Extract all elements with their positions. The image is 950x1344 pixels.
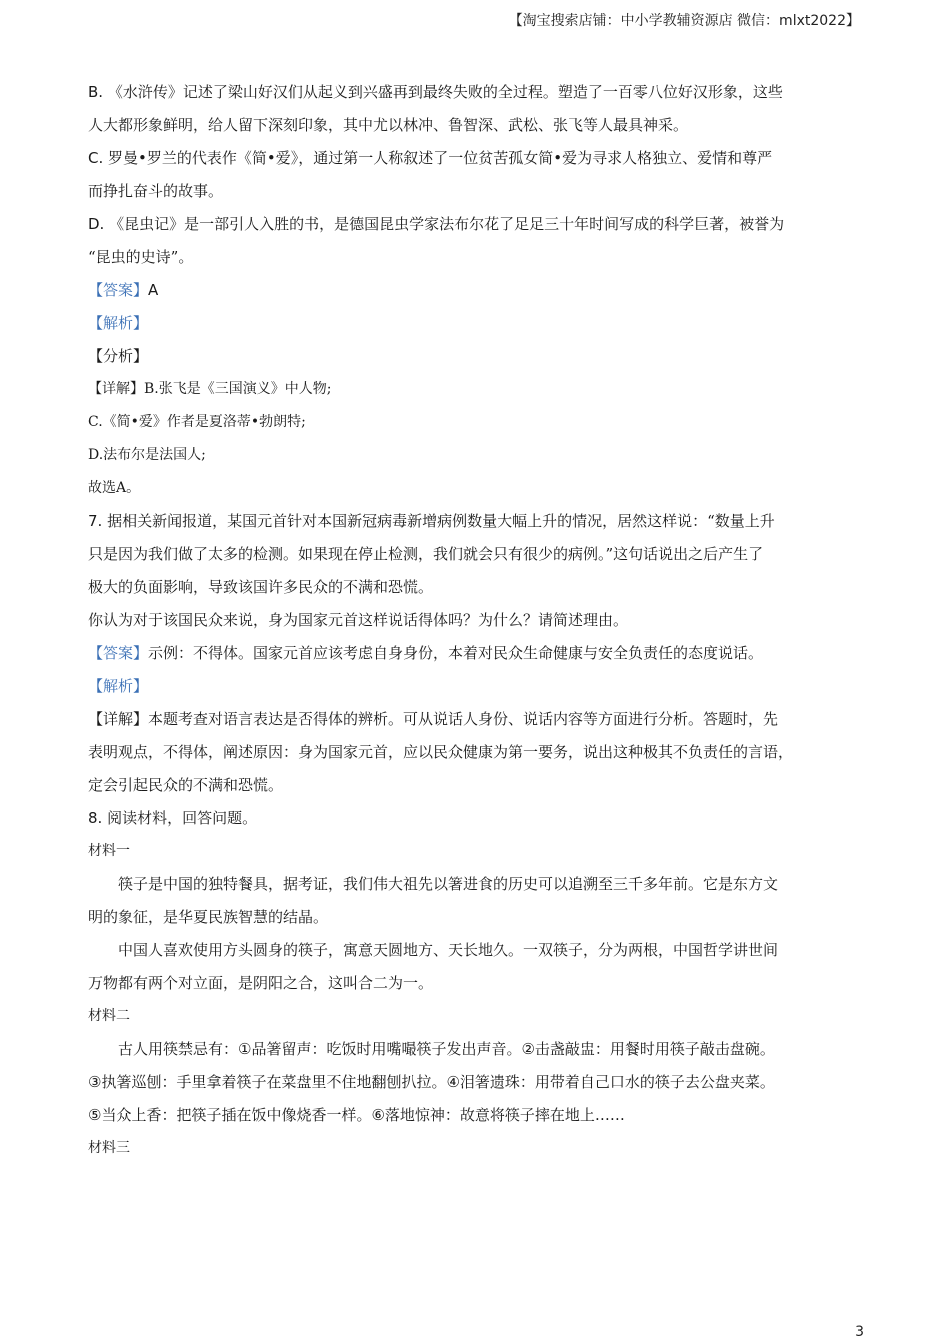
material1-label: 材料一 (88, 843, 130, 859)
document-body (88, 76, 878, 1165)
detail-label: 【详解】 (88, 710, 149, 728)
q7-line2: 只是因为我们做了太多的检测。如果现在停止检测，我们就会只有很少的病例。”这句话说出之后产生了 (88, 545, 764, 563)
option-d-line2: “昆虫的史诗”。 (88, 248, 194, 266)
page-header: 【淘宝搜索店铺：中小学教辅资源店 微信：mlxt2022】 (508, 13, 860, 29)
option-d-line1 (88, 208, 878, 241)
q8-text: 阅读材料，回答问题。 (107, 809, 258, 827)
q6-detail-3: D.法布尔是法国人; (88, 447, 206, 463)
q8-prompt (88, 802, 878, 835)
material2-line2: ③执箸巡刨：手里拿着筷子在菜盘里不住地翻刨扒拉。④泪箸遗珠：用带着自己口水的筷子去公盘夹菜。 (88, 1073, 775, 1091)
option-d-text: 《昆虫记》是一部引人入胜的书，是德国昆虫学家法布尔花了足足三十年时间写成的科学巨著，被誉为 (109, 215, 785, 233)
material3-label: 材料三 (88, 1140, 130, 1156)
q7-detail-line2: 表明观点，不得体，阐述原因：身为国家元首，应以民众健康为第一要务，说出这种极其不负责任的言语， (88, 743, 794, 761)
q7-line3: 极大的负面影响，导致该国许多民众的不满和恐慌。 (88, 578, 434, 596)
q7-answer (88, 637, 878, 670)
material1-para2-line1: 中国人喜欢使用方头圆身的筷子，寓意天圆地方、天长地久。一双筷子，分为两根，中国哲学讲世间 (118, 941, 779, 959)
answer-text: 示例：不得体。国家元首应该考虑自身身份，本着对民众生命健康与安全负责任的态度说话。 (148, 644, 764, 662)
material2-label: 材料二 (88, 1008, 130, 1024)
q6-detail-2: C.《简•爱》作者是夏洛蒂•勃朗特; (88, 414, 306, 430)
option-c-text: 罗曼•罗兰的代表作《简•爱》，通过第一人称叙述了一位贫苦孤女简•爱为寻求人格独立、爱情和尊严 (108, 149, 773, 167)
q7-detail-line1 (88, 703, 878, 736)
q7-detail-line3: 定会引起民众的不满和恐慌。 (88, 776, 284, 794)
material2-line1: 古人用筷禁忌有：①品箸留声：吃饭时用嘴嘬筷子发出声音。②击盏敲盅：用餐时用筷子敲击盘碗。 (118, 1040, 775, 1058)
q7-line4: 你认为对于该国民众来说，身为国家元首这样说话得体吗？为什么？请简述理由。 (88, 611, 629, 629)
q7-analysis-label: 【解析】 (88, 677, 149, 695)
q6-detail-1 (88, 373, 878, 406)
detail-text: 本题考查对语言表达是否得体的辨析。可从说话人身份、说话内容等方面进行分析。答题时，先 (148, 710, 779, 728)
option-c-line2: 而挣扎奋斗的故事。 (88, 182, 224, 200)
detail-text: B.张飞是《三国演义》中人物; (144, 381, 332, 397)
material1-para1-line1: 筷子是中国的独特餐具，据考证，我们伟大祖先以箸进食的历史可以追溯至三千多年前。它是东方文 (118, 875, 779, 893)
material1-para2-line2: 万物都有两个对立面，是阴阳之合，这叫合二为一。 (88, 974, 434, 992)
material2-line3: ⑤当众上香：把筷子插在饭中像烧香一样。⑥落地惊神：故意将筷子摔在地上…… (88, 1106, 625, 1124)
question-number: 7. (88, 512, 103, 530)
answer-label: 【答案】 (88, 644, 149, 662)
page-number: 3 (855, 1324, 864, 1340)
detail-label: 【详解】 (88, 381, 144, 397)
q7-line1 (88, 505, 878, 538)
answer-label: 【答案】 (88, 281, 149, 299)
option-b-letter: B. (88, 83, 104, 101)
option-c-line1 (88, 142, 878, 175)
question-number: 8. (88, 809, 103, 827)
q6-detail-4: 故选A。 (88, 480, 141, 496)
q6-analysis-label: 【解析】 (88, 314, 149, 332)
option-b-line1 (88, 76, 878, 109)
q6-answer (88, 274, 878, 307)
answer-value: A (148, 281, 159, 299)
option-c-letter: C. (88, 149, 104, 167)
option-d-letter: D. (88, 215, 105, 233)
material1-para1-line2: 明的象征，是华夏民族智慧的结晶。 (88, 908, 329, 926)
q7-text: 据相关新闻报道，某国元首针对本国新冠病毒新增病例数量大幅上升的情况，居然这样说：“数量上升 (107, 512, 775, 530)
option-b-line2: 人大都形象鲜明，给人留下深刻印象，其中尤以林冲、鲁智深、武松、张飞等人最具神采。 (88, 116, 689, 134)
q6-fenxi-label: 【分析】 (88, 347, 149, 365)
option-b-text: 《水浒传》记述了梁山好汉们从起义到兴盛再到最终失败的全过程。塑造了一百零八位好汉形象，这些 (107, 83, 783, 101)
